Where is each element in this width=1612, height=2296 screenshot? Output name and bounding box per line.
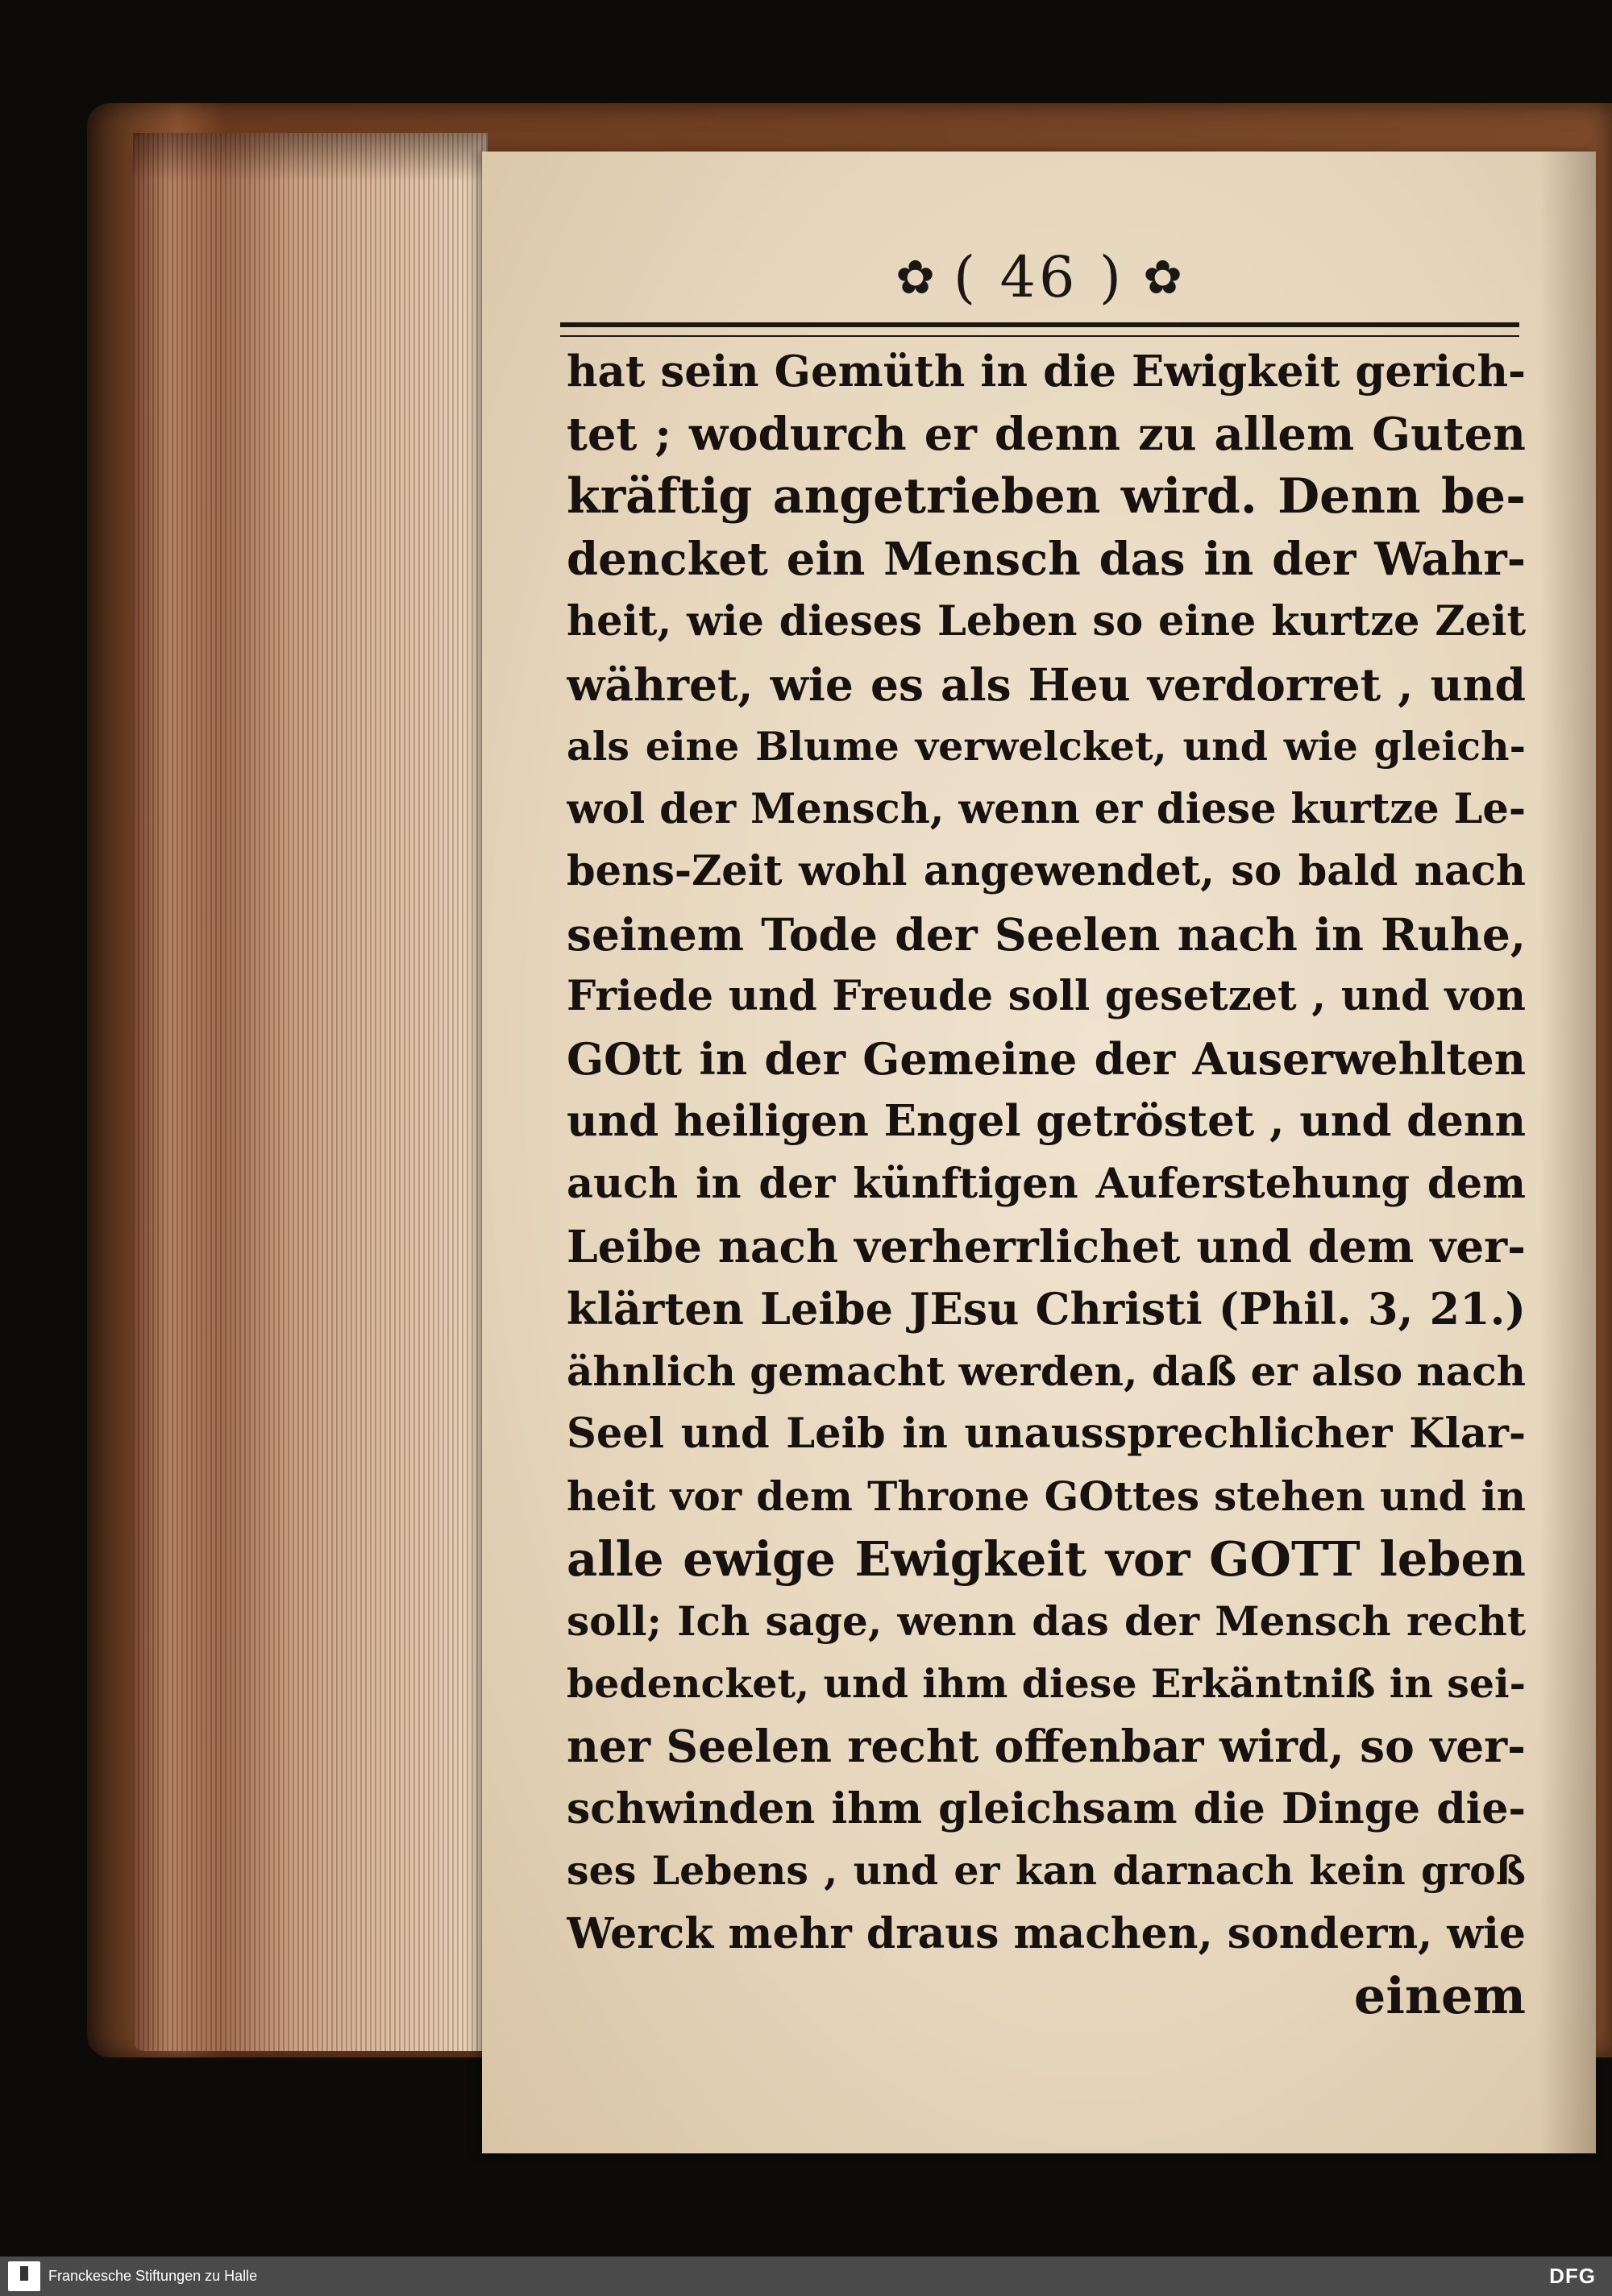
page-header	[482, 244, 1596, 309]
book-page	[482, 152, 1596, 2153]
institution-name[interactable]: Franckesche Stiftungen zu Halle	[48, 2268, 258, 2284]
institution-logo-icon[interactable]	[8, 2261, 40, 2291]
text-line: alle ewige Ewigkeit vor GOTT leben	[567, 1530, 1526, 1587]
dfg-logo[interactable]: DFG	[1549, 2264, 1596, 2288]
text-line: hat sein Gemüth in die Ewigkeit gerich-	[567, 347, 1526, 397]
text-line: ähnlich gemacht werden, daß er also nach	[567, 1347, 1526, 1395]
text-line: heit, wie dieses Leben so eine kurtze Zeit	[567, 597, 1526, 646]
text-line: und heiligen Engel getröstet , und denn	[567, 1096, 1526, 1146]
text-line: Friede und Freude soll gesetzet , und von	[567, 972, 1526, 1020]
text-line: heit vor dem Throne GOttes stehen und in	[567, 1472, 1526, 1520]
text-line: auch in der künftigen Auferstehung dem	[567, 1159, 1526, 1208]
text-line: währet, wie es als Heu verdorret , und	[567, 658, 1526, 711]
header-rule	[560, 322, 1519, 337]
viewer-footer	[0, 2257, 1612, 2296]
page-number: ( 46 )	[953, 244, 1125, 310]
text-line: bedencket, und ihm diese Erkäntniß in sei-	[567, 1659, 1526, 1707]
text-line: bens-Zeit wohl angewendet, so bald nach	[567, 847, 1526, 895]
ornament-left-icon: ✿	[895, 250, 935, 305]
text-line: soll; Ich sage, wenn das der Mensch recht	[567, 1597, 1526, 1645]
catchword: einem	[1353, 1966, 1526, 2025]
text-line: wol der Mensch, wenn er diese kurtze Le-	[567, 784, 1526, 833]
text-line: tet ; wodurch er denn zu allem Guten	[567, 407, 1526, 461]
body-text	[567, 341, 1526, 2028]
text-line: seinem Tode der Seelen nach in Ruhe,	[567, 907, 1526, 961]
text-line: Leibe nach verherrlichet und dem ver-	[567, 1220, 1526, 1273]
text-line: GOtt in der Gemeine der Auserwehlten	[567, 1032, 1526, 1085]
page-edges	[133, 133, 488, 2051]
text-line: als eine Blume verwelcket, und wie gleich-	[567, 723, 1526, 770]
text-line: Seel und Leib in unaussprechlicher Klar-	[567, 1409, 1526, 1458]
text-line: kräftig angetrieben wird. Denn be-	[567, 468, 1526, 525]
gutter-shadow	[1539, 152, 1596, 2153]
text-line: ses Lebens , und er kan darnach kein groß	[567, 1847, 1526, 1894]
text-line: ner Seelen recht offenbar wird, so ver-	[567, 1720, 1526, 1772]
ornament-right-icon: ✿	[1143, 250, 1182, 305]
text-line: dencket ein Mensch das in der Wahr-	[567, 532, 1526, 586]
text-line: schwinden ihm gleichsam die Dinge die-	[567, 1783, 1526, 1833]
text-line: Werck mehr draus machen, sondern, wie	[567, 1908, 1526, 1958]
text-line: klärten Leibe JEsu Christi (Phil. 3, 21.)	[567, 1282, 1526, 1335]
